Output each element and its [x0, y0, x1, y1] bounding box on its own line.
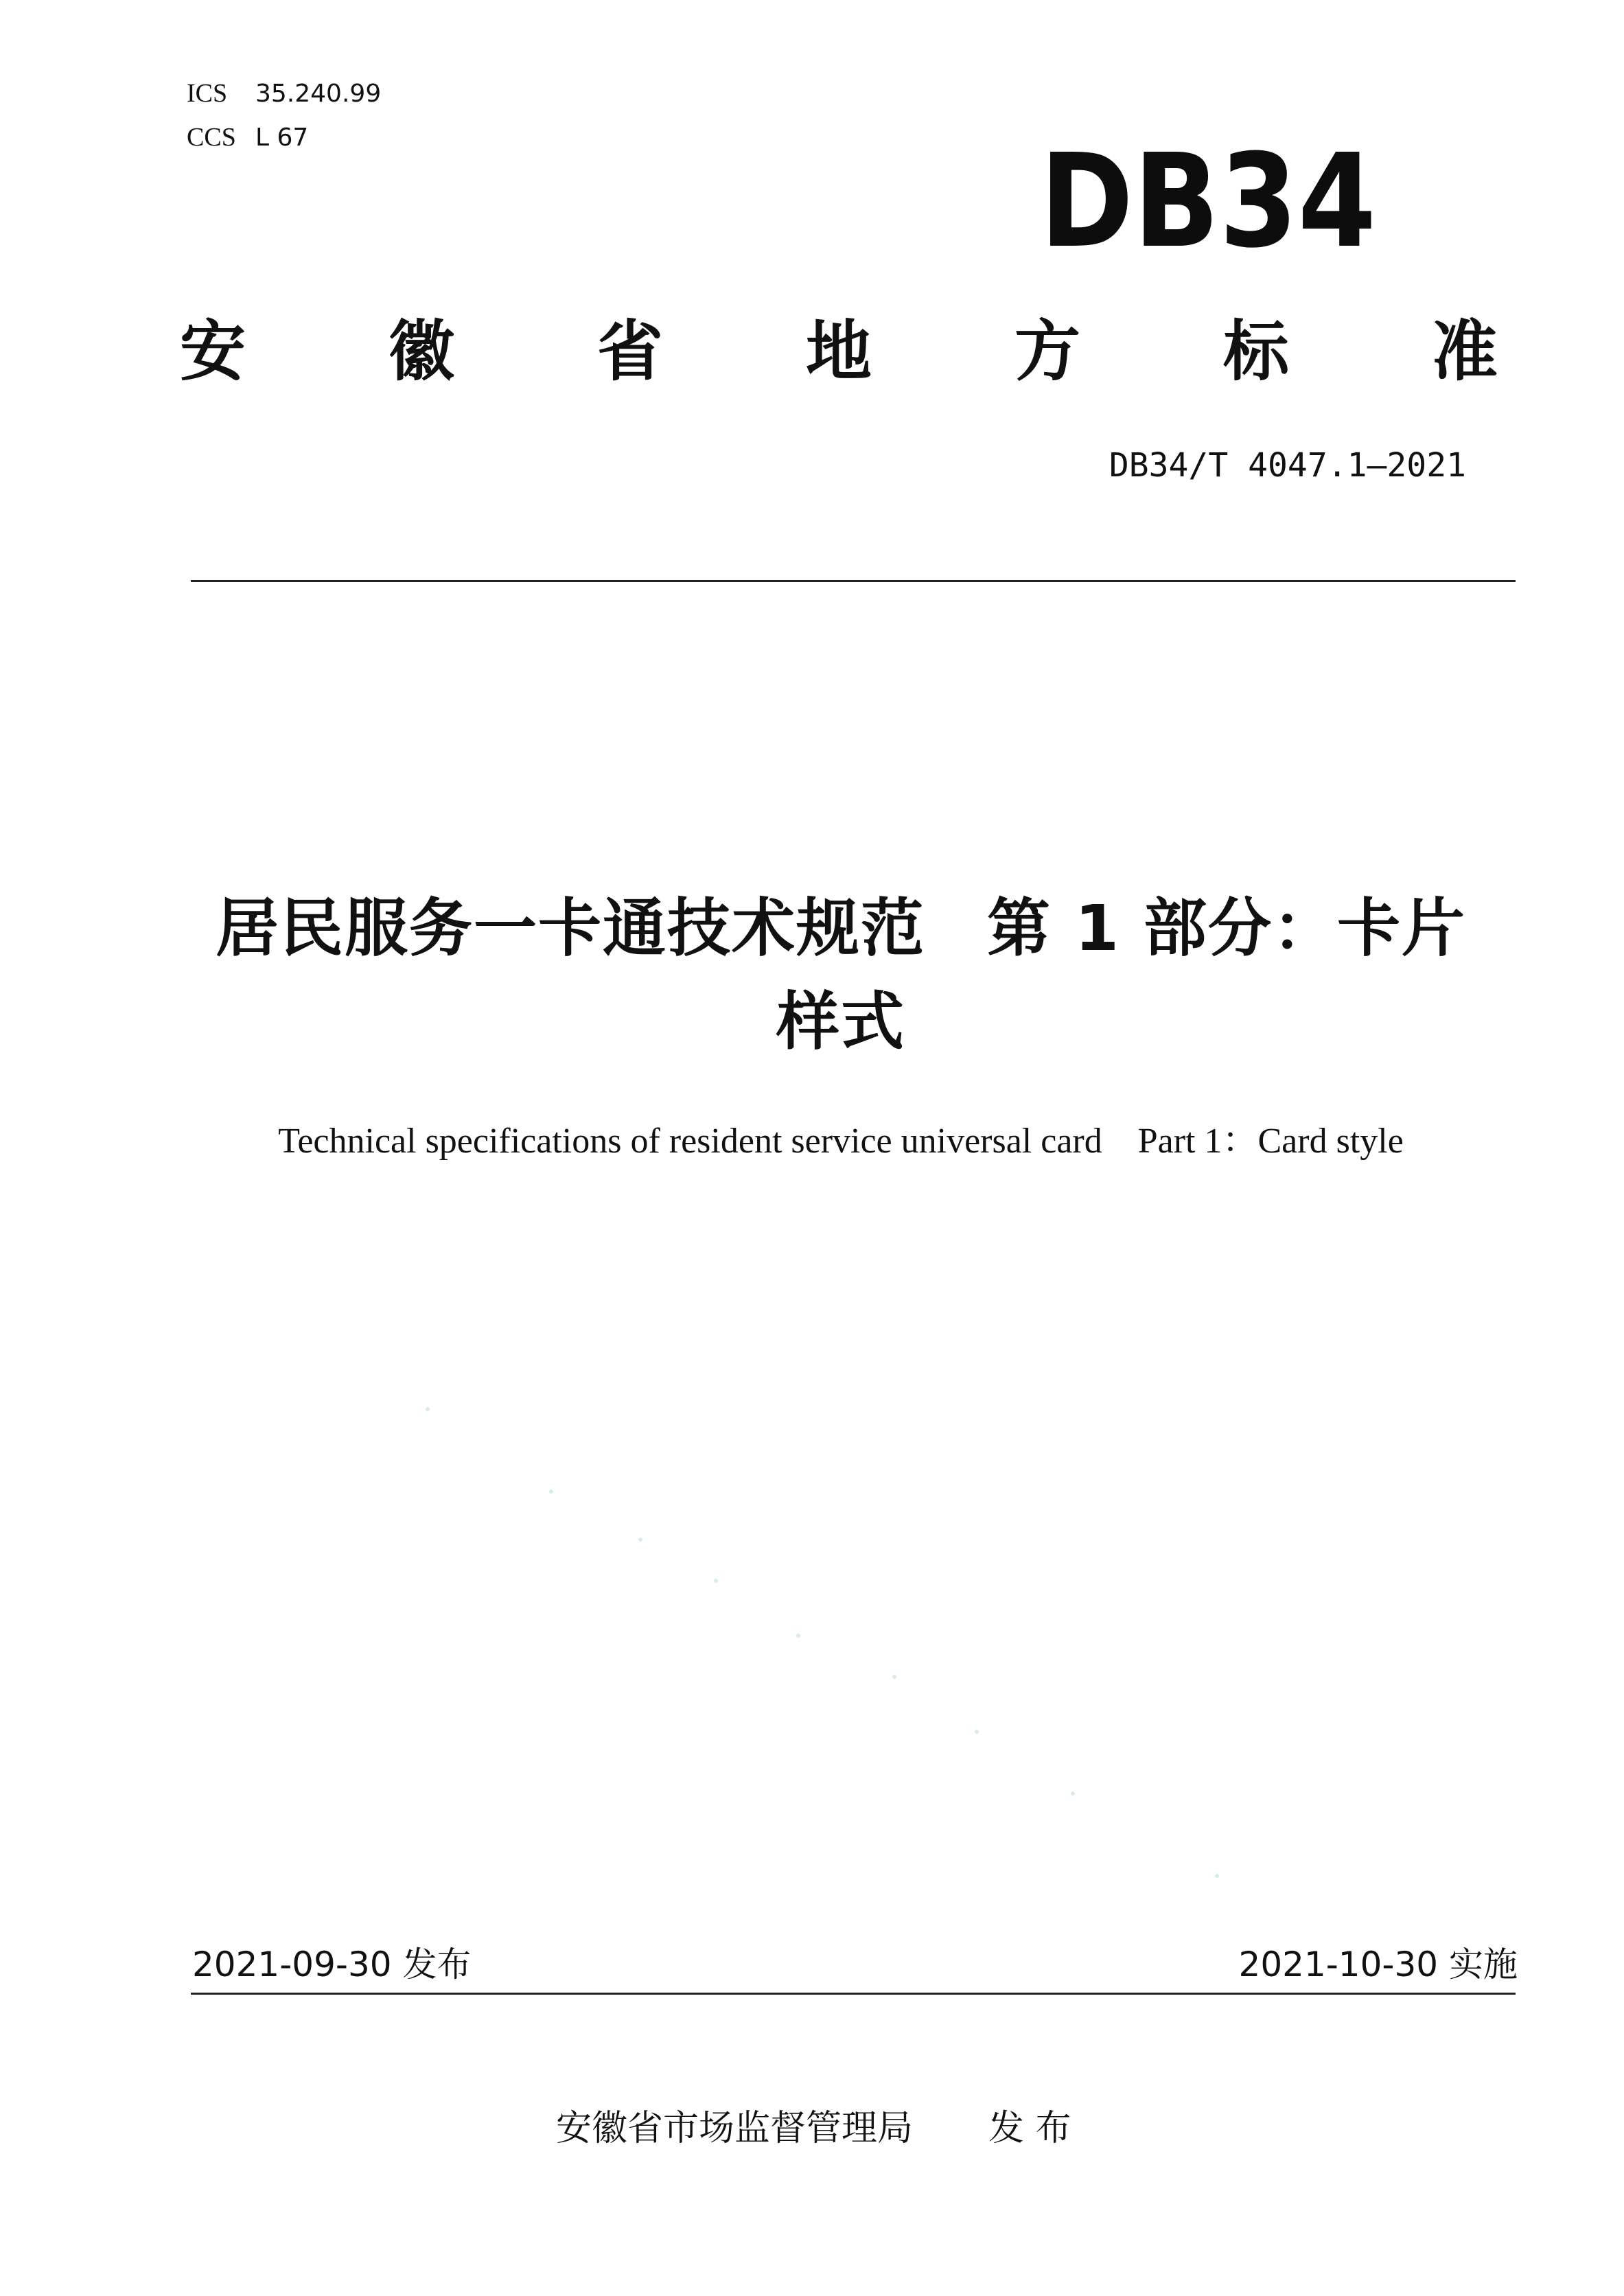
- ics-label: ICS: [187, 79, 228, 108]
- scan-speck: [426, 1407, 430, 1411]
- issuer-action: 发 布: [988, 2108, 1071, 2149]
- ccs-value: L 67: [255, 124, 309, 152]
- title-chinese-line1: [165, 882, 1517, 975]
- issuer-name: 安徽省市场监督管理局: [556, 2108, 914, 2149]
- title-english-part: Part 1：Card style: [1137, 1122, 1404, 1161]
- db34-logo-text: DB34: [1040, 126, 1376, 277]
- ccs-label: CCS: [187, 123, 236, 152]
- title-english-main: Technical specifications of resident service universal card: [278, 1122, 1102, 1161]
- standard-type-char: 徽: [388, 313, 454, 390]
- title-english: [165, 1119, 1517, 1164]
- db34-logo: [1036, 126, 1380, 277]
- scan-speck: [549, 1489, 553, 1494]
- standard-type-char: 方: [1014, 313, 1080, 390]
- standard-type-heading: [180, 310, 1498, 393]
- standard-type-char: 省: [597, 313, 663, 390]
- scan-speck: [975, 1730, 979, 1734]
- scan-speck: [1071, 1791, 1075, 1796]
- title-chinese-part: 第 1 部分：卡片: [986, 892, 1467, 965]
- standard-type-char: 准: [1432, 313, 1498, 390]
- scan-speck: [638, 1538, 642, 1542]
- title-chinese: [165, 882, 1517, 1069]
- ics-value: 35.240.99: [255, 80, 382, 108]
- standard-type-char: 标: [1223, 313, 1289, 390]
- publish-date: 2021-09-30 发布: [192, 1945, 472, 1984]
- scan-speck: [892, 1675, 896, 1679]
- scan-speck: [1215, 1874, 1219, 1878]
- title-chinese-line2: 样式: [776, 985, 905, 1058]
- issuer-line: [556, 2106, 1071, 2151]
- standard-number: DB34/T 4047.1—2021: [1109, 446, 1466, 485]
- title-chinese-main: 居民服务一卡通技术规范: [215, 892, 925, 965]
- ccs-code: [187, 122, 308, 153]
- top-divider: [191, 580, 1516, 582]
- bottom-divider: [191, 1993, 1516, 1995]
- scan-speck: [796, 1634, 800, 1638]
- standard-type-char: 地: [806, 313, 872, 390]
- scan-speck: [714, 1579, 718, 1583]
- standard-type-char: 安: [180, 313, 246, 390]
- effective-date: 2021-10-30 实施: [1238, 1945, 1518, 1984]
- ics-code: [187, 78, 381, 109]
